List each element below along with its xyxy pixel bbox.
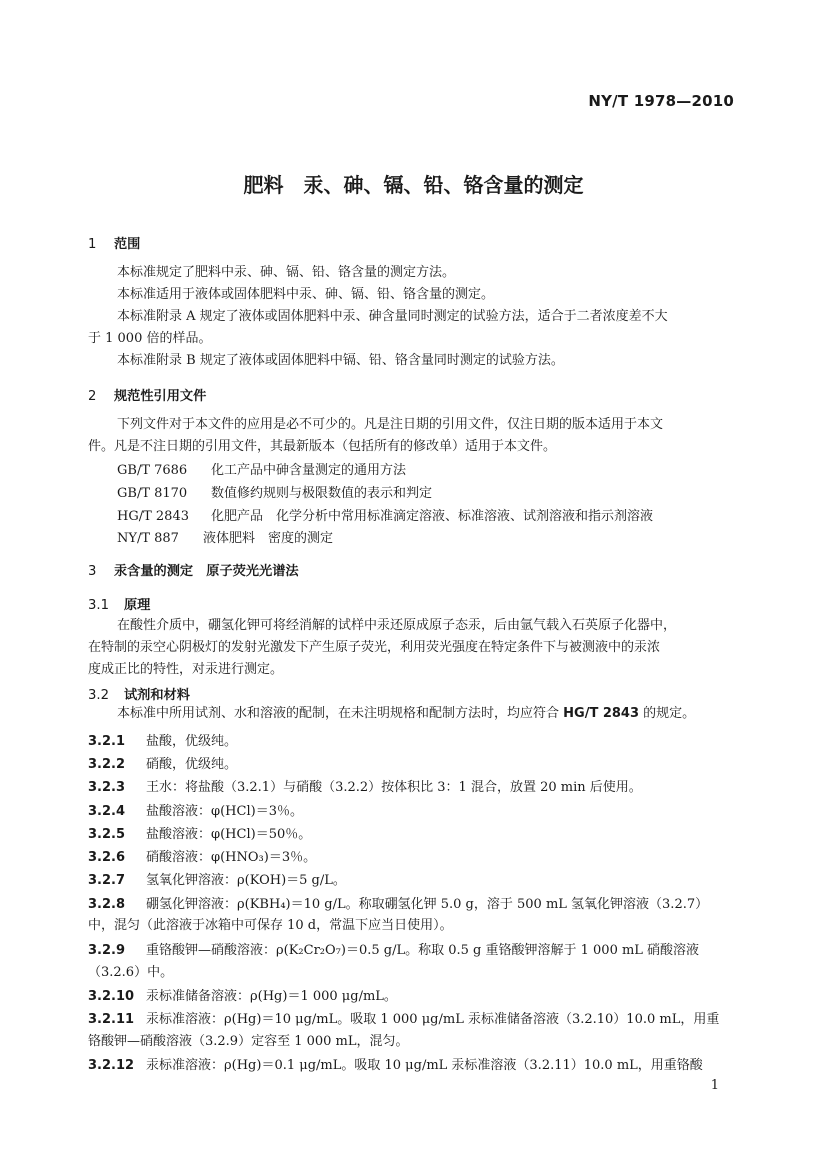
item-number: 3.2.12 bbox=[88, 1058, 135, 1073]
item-text: 硝酸，优级纯。 bbox=[146, 757, 238, 772]
reference-code: GB/T 8170 bbox=[117, 486, 188, 501]
list-item bbox=[88, 1054, 703, 1073]
section-3-heading bbox=[88, 560, 299, 579]
reference-item bbox=[117, 459, 406, 478]
section-title: 规范性引用文件 bbox=[114, 389, 207, 404]
item-number: 3.2.9 bbox=[88, 943, 126, 958]
item-text: 盐酸溶液：φ(HCl)＝50％。 bbox=[146, 827, 312, 842]
paragraph: 本标准附录 A 规定了液体或固体肥料中汞、砷含量同时测定的试验方法，适合于二者浓度差不大 bbox=[117, 309, 668, 324]
list-item bbox=[88, 893, 708, 912]
paragraph-continuation: 于 1 000 倍的样品。 bbox=[88, 331, 212, 346]
item-text: 王水：将盐酸（3.2.1）与硝酸（3.2.2）按体积比 3：1 混合，放置 20 min 后使用。 bbox=[146, 780, 642, 795]
text-run: 的规定。 bbox=[639, 706, 696, 721]
item-text: 汞标准储备溶液：ρ(Hg)＝1 000 μg/mL。 bbox=[146, 989, 397, 1004]
item-number: 3.2.1 bbox=[88, 734, 126, 749]
reference-item bbox=[117, 505, 653, 524]
paragraph: 在酸性介质中，硼氢化钾可将经消解的试样中汞还原成原子态汞，后由氩气载入石英原子化器中， bbox=[117, 618, 677, 633]
list-item bbox=[88, 823, 311, 842]
reference-item bbox=[117, 482, 432, 501]
item-number: 3.2.2 bbox=[88, 757, 126, 772]
section-number: 1 bbox=[88, 237, 97, 252]
item-number: 3.2.7 bbox=[88, 873, 126, 888]
reference-code: GB/T 7686 bbox=[117, 463, 188, 478]
paragraph-continuation: 在特制的汞空心阴极灯的发射光激发下产生原子荧光，利用荧光强度在特定条件下与被测液中的汞浓 bbox=[88, 640, 661, 655]
item-text: 重铬酸钾—硝酸溶液：ρ(K₂Cr₂O₇)＝0.5 g/L。称取 0.5 g 重铬酸钾溶解于 1 000 mL 硝酸溶液 bbox=[146, 943, 700, 958]
list-item bbox=[88, 800, 303, 819]
section-2-heading bbox=[88, 385, 206, 404]
reference-title: 化工产品中砷含量测定的通用方法 bbox=[211, 463, 407, 478]
item-number: 3.2.10 bbox=[88, 989, 135, 1004]
reference-code: NY/T 887 bbox=[117, 531, 179, 546]
list-item-continuation: （3.2.6）中。 bbox=[88, 965, 174, 980]
paragraph: 本标准适用于液体或固体肥料中汞、砷、镉、铅、铬含量的测定。 bbox=[117, 287, 495, 302]
subsection-number: 3.1 bbox=[88, 598, 109, 613]
section-number: 2 bbox=[88, 389, 97, 404]
subsection-title: 试剂和材料 bbox=[124, 688, 190, 703]
section-title: 汞含量的测定 原子荧光光谱法 bbox=[114, 564, 299, 579]
reference-title: 数值修约规则与极限数值的表示和判定 bbox=[211, 486, 433, 501]
paragraph-continuation: 件。凡是不注日期的引用文件，其最新版本（包括所有的修改单）适用于本文件。 bbox=[88, 439, 557, 454]
list-item bbox=[88, 846, 316, 865]
standard-reference: HG/T 2843 bbox=[563, 706, 640, 721]
subsection-3-1-heading bbox=[88, 594, 150, 613]
item-text: 汞标准溶液：ρ(Hg)＝10 μg/mL。吸取 1 000 μg/mL 汞标准储备溶液（3.2.10）10.0 mL，用重 bbox=[146, 1012, 720, 1027]
section-title: 范围 bbox=[114, 237, 141, 252]
reference-title: 液体肥料 密度的测定 bbox=[203, 531, 334, 546]
list-item bbox=[88, 753, 237, 772]
list-item bbox=[88, 1008, 719, 1027]
list-item bbox=[88, 776, 642, 795]
subsection-3-2-heading bbox=[88, 684, 190, 703]
item-number: 3.2.3 bbox=[88, 780, 126, 795]
item-text: 汞标准溶液：ρ(Hg)＝0.1 μg/mL。吸取 10 μg/mL 汞标准溶液（3.2.11）10.0 mL，用重铬酸 bbox=[146, 1058, 703, 1073]
reference-title: 化肥产品 化学分析中常用标准滴定溶液、标准溶液、试剂溶液和指示剂溶液 bbox=[211, 509, 654, 524]
item-number: 3.2.6 bbox=[88, 850, 126, 865]
item-text: 氢氧化钾溶液：ρ(KOH)＝5 g/L。 bbox=[146, 873, 346, 888]
item-text: 硼氢化钾溶液：ρ(KBH₄)＝10 g/L。称取硼氢化钾 5.0 g，溶于 500 mL 氢氧化钾溶液（3.2.7） bbox=[146, 897, 709, 912]
section-number: 3 bbox=[88, 564, 97, 579]
list-item-continuation: 中，混匀（此溶液于冰箱中可保存 10 d，常温下应当日使用）。 bbox=[88, 918, 453, 933]
list-item bbox=[88, 869, 346, 888]
subsection-number: 3.2 bbox=[88, 688, 109, 703]
paragraph bbox=[117, 703, 695, 725]
item-text: 盐酸溶液：φ(HCl)＝3％。 bbox=[146, 804, 303, 819]
standard-code: NY/T 1978—2010 bbox=[588, 92, 734, 110]
item-number: 3.2.5 bbox=[88, 827, 126, 842]
list-item-continuation: 铬酸钾—硝酸溶液（3.2.9）定容至 1 000 mL，混匀。 bbox=[88, 1034, 409, 1049]
reference-code: HG/T 2843 bbox=[117, 509, 189, 524]
list-item bbox=[88, 730, 237, 749]
reference-item bbox=[117, 527, 333, 546]
text-run: 本标准中所用试剂、水和溶液的配制，在未注明规格和配制方法时，均应符合 bbox=[117, 706, 564, 721]
paragraph: 本标准规定了肥料中汞、砷、镉、铅、铬含量的测定方法。 bbox=[117, 265, 456, 280]
subsection-title: 原理 bbox=[124, 598, 151, 613]
paragraph: 本标准附录 B 规定了液体或固体肥料中镉、铅、铬含量同时测定的试验方法。 bbox=[117, 353, 564, 368]
section-1-heading bbox=[88, 233, 140, 252]
page-number: 1 bbox=[710, 1078, 719, 1093]
paragraph: 下列文件对于本文件的应用是必不可少的。凡是注日期的引用文件，仅注日期的版本适用于本文 bbox=[117, 417, 664, 432]
list-item bbox=[88, 939, 699, 958]
item-text: 硝酸溶液：φ(HNO₃)＝3％。 bbox=[146, 850, 317, 865]
page-title: 肥料 汞、砷、镉、铅、铬含量的测定 bbox=[243, 173, 584, 197]
paragraph-continuation: 度成正比的特性，对汞进行测定。 bbox=[88, 662, 284, 677]
item-number: 3.2.11 bbox=[88, 1012, 135, 1027]
item-number: 3.2.8 bbox=[88, 897, 126, 912]
item-text: 盐酸，优级纯。 bbox=[146, 734, 238, 749]
item-number: 3.2.4 bbox=[88, 804, 126, 819]
list-item bbox=[88, 985, 397, 1004]
